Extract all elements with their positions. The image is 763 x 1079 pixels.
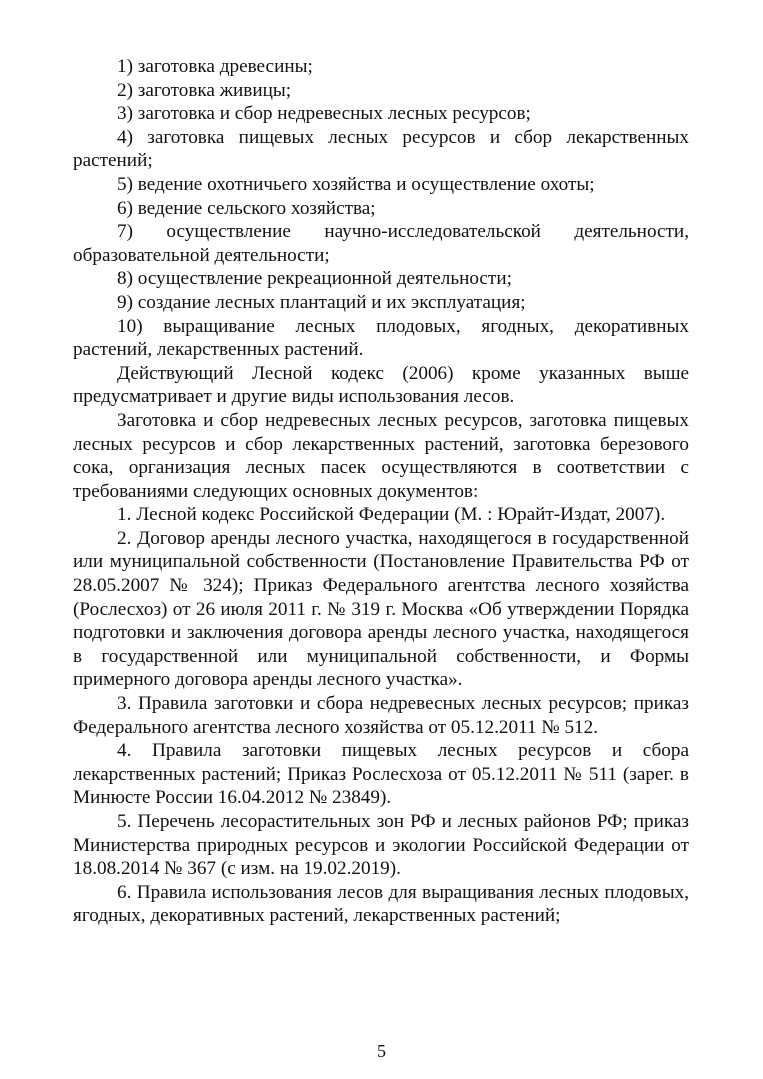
paragraph: Действующий Лесной кодекс (2006) кроме указанных выше предусматривает и другие виды использования лесов. (73, 362, 689, 408)
list-item: 2) заготовка живицы; (117, 79, 292, 101)
list-item: 9) создание лесных плантаций и их эксплуатация; (117, 291, 526, 313)
page-number: 5 (377, 1041, 386, 1061)
document-reference: 6. Правила использования лесов для выращивания лесных плодовых, ягодных, декоративных растений, лекарственных растений; (73, 881, 689, 927)
list-item: 8) осуществление рекреационной деятельности; (117, 268, 512, 290)
document-reference: 1. Лесной кодекс Российской Федерации (М. : Юрайт-Издат, 2007). (117, 504, 666, 526)
document-reference: 5. Перечень лесорастительных зон РФ и лесных районов РФ; приказ Министерства природных ресурсов и экологии Российской Федерации от 18.08.2014 № 367 (с изм. на 19.02.2019). (73, 811, 689, 880)
list-item: 5) ведение охотничьего хозяйства и осуществление охоты; (117, 173, 595, 195)
document-reference: 4. Правила заготовки пищевых лесных ресурсов и сбора лекарственных растений; Приказ Рослесхоза от 05.12.2011 № 511 (зарег. в Минюсте России 16.04.2012 № 23849). (73, 740, 689, 809)
list-item: 10) выращивание лесных плодовых, ягодных, декоративных растений, лекарственных растений. (73, 315, 689, 361)
document-reference: 2. Договор аренды лесного участка, находящегося в государственной или муниципальной собственности (Постановление Правительства РФ от 28.05.2007 № 324); Приказ Федерального агентства лесного хозяйства (Рослесхоз) от 26 июля 2011 г. № 319 г. Москва «Об утверждении Порядка подготовки и заключения договора аренды лесного участка, находящегося в государственной или муниципальной собственности, и Формы примерного договора аренды лесного участка». (73, 527, 689, 691)
document-reference: 3. Правила заготовки и сбора недревесных лесных ресурсов; приказ Федерального агентства лесного хозяйства от 05.12.2011 № 512. (73, 693, 689, 738)
list-item: 7) осуществление научно-исследовательской деятельности, образовательной деятельности; (73, 221, 689, 266)
list-item: 1) заготовка древесины; (117, 56, 313, 77)
list-item: 3) заготовка и сбор недревесных лесных ресурсов; (117, 103, 531, 125)
list-item: 4) заготовка пищевых лесных ресурсов и сбор лекарственных растений; (73, 126, 689, 172)
body-text (73, 55, 689, 928)
list-item: 6) ведение сельского хозяйства; (117, 197, 376, 219)
paragraph: Заготовка и сбор недревесных лесных ресурсов, заготовка пищевых лесных ресурсов и сбор лекарственных растений, заготовка березового сока, организация лесных пасек осуществляются в соответствии с требованиями следующих основных документов: (73, 409, 689, 502)
